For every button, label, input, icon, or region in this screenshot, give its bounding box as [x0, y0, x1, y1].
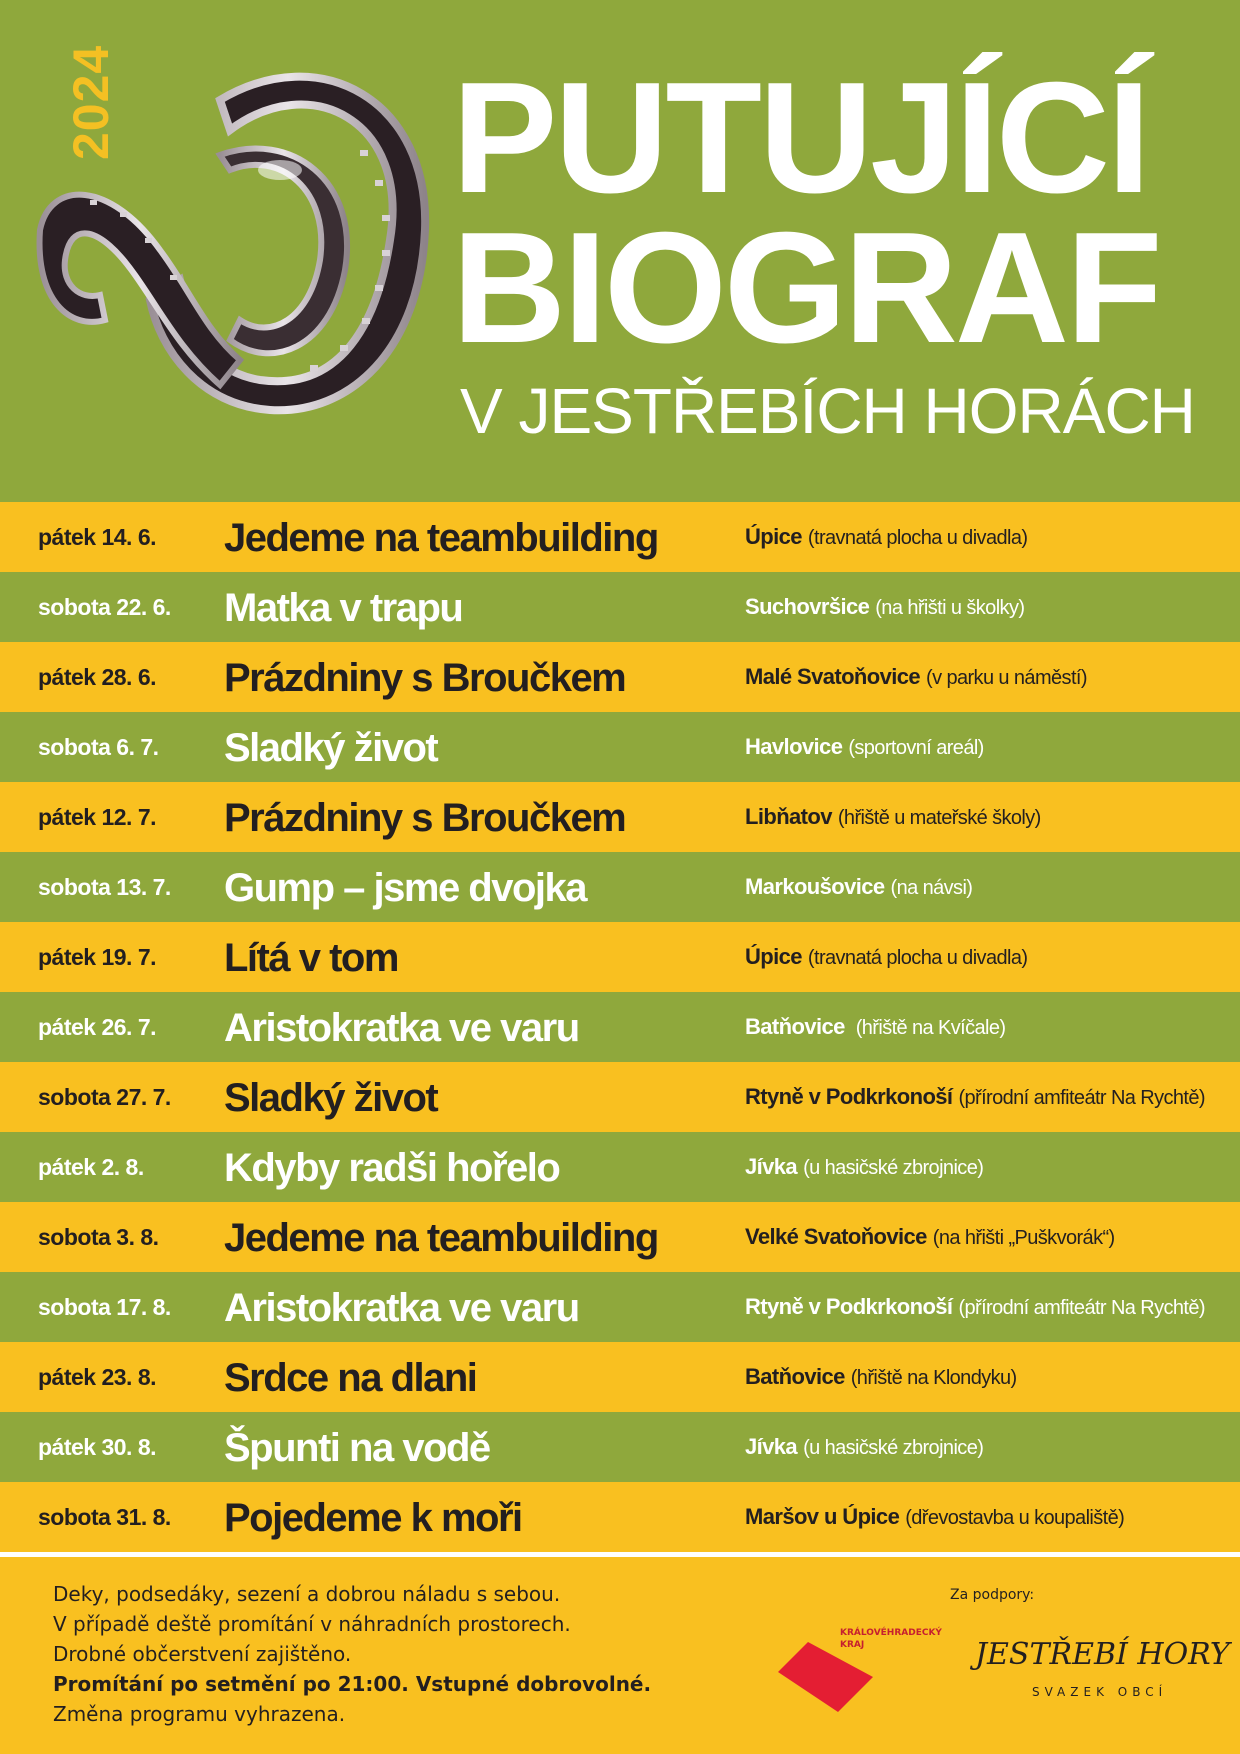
note-line: Drobné občerstvení zajištěno.: [53, 1642, 352, 1666]
venue: [745, 1342, 1017, 1412]
venue: [745, 922, 1027, 992]
venue-detail: (hřiště u mateřské školy): [837, 807, 1041, 829]
venue-detail: (sportovní areál): [848, 737, 984, 759]
venue-name: Úpice: [745, 944, 802, 969]
venue: [745, 572, 1024, 642]
venue: [745, 712, 984, 782]
venue-name: Rtyně v Podkrkonoší: [745, 1084, 953, 1109]
venue-detail: (u hasičské zbrojnice): [803, 1157, 984, 1179]
screening-date: pátek 14. 6.: [38, 524, 157, 550]
film-title: Aristokratka ve varu: [224, 1006, 579, 1050]
film-title: Kdyby radši hořelo: [224, 1146, 560, 1190]
schedule-row: [0, 502, 1240, 572]
subtitle: V JESTŘEBÍCH HORÁCH: [460, 375, 1195, 447]
schedule-row: [0, 992, 1240, 1062]
venue-name: Batňovice: [745, 1014, 845, 1039]
film-title: Jedeme na teambuilding: [224, 516, 658, 560]
screening-date: pátek 30. 8.: [38, 1434, 157, 1460]
schedule-row: [0, 1342, 1240, 1412]
venue: [745, 1132, 983, 1202]
schedule-row: [0, 782, 1240, 852]
notes: [53, 1579, 651, 1729]
venue-name: Havlovice: [745, 734, 843, 759]
title-line-1: PUTUJÍCÍ: [452, 50, 1148, 226]
venue-name: Libňatov: [745, 804, 832, 829]
jh-name: JESTŘEBÍ HORY: [975, 1637, 1230, 1672]
jestrebi-hory-logo: [970, 1629, 1230, 1719]
note-line: Změna programu vyhrazena.: [53, 1702, 346, 1726]
screening-date: sobota 31. 8.: [38, 1504, 171, 1530]
film-title: Pojedeme k moři: [224, 1496, 522, 1540]
schedule-row: [0, 1482, 1240, 1552]
venue: [745, 1202, 1115, 1272]
venue-name: Markoušovice: [745, 874, 885, 899]
footer: [0, 1557, 1240, 1754]
screening-date: sobota 22. 6.: [38, 594, 171, 620]
schedule-row: [0, 712, 1240, 782]
schedule-row: [0, 1202, 1240, 1272]
note-line-bold: Promítání po setmění po 21:00. Vstupné dobrovolné.: [53, 1672, 652, 1696]
screening-date: pátek 28. 6.: [38, 664, 157, 690]
screening-date: pátek 19. 7.: [38, 944, 157, 970]
year-label: 2024: [63, 44, 119, 160]
schedule-list: [0, 502, 1240, 1552]
venue: [745, 782, 1041, 852]
schedule-row: [0, 642, 1240, 712]
schedule-row: [0, 1062, 1240, 1132]
film-title: Sladký život: [224, 726, 438, 770]
venue: [745, 1272, 1205, 1342]
screening-date: sobota 13. 7.: [38, 874, 171, 900]
venue-name: Suchovršice: [745, 594, 870, 619]
venue-detail: (hřiště na Kvíčale): [850, 1017, 1006, 1039]
venue: [745, 502, 1027, 572]
venue-detail: (dřevostavba u koupaliště): [905, 1507, 1125, 1529]
venue-detail: (travnatá plocha u divadla): [807, 527, 1028, 549]
note-line: V případě deště promítání v náhradních prostorech.: [53, 1612, 571, 1636]
film-title: Jedeme na teambuilding: [224, 1216, 658, 1260]
screening-date: sobota 6. 7.: [38, 734, 159, 760]
kraj-line-1: KRÁLOVÉHRADECKÝ: [840, 1628, 942, 1638]
schedule-row: [0, 852, 1240, 922]
note-line: Deky, podsedáky, sezení a dobrou náladu s sebou.: [53, 1582, 561, 1606]
venue: [745, 852, 972, 922]
venue-detail: (na hřišti u školky): [875, 597, 1025, 619]
schedule-row: [0, 922, 1240, 992]
screening-date: pátek 26. 7.: [38, 1014, 157, 1040]
schedule-row: [0, 572, 1240, 642]
venue-name: Batňovice: [745, 1364, 845, 1389]
film-title: Aristokratka ve varu: [224, 1286, 579, 1330]
venue-name: Jívka: [745, 1434, 798, 1459]
kralovehradecky-kraj-logo: [778, 1627, 948, 1717]
film-title: Gump – jsme dvojka: [224, 866, 587, 910]
header: [0, 0, 1240, 502]
schedule-row: [0, 1412, 1240, 1482]
venue-name: Velké Svatoňovice: [745, 1224, 927, 1249]
film-title: Prázdniny s Broučkem: [224, 796, 626, 840]
schedule-row: [0, 1272, 1240, 1342]
jh-sub: SVAZEK OBCÍ: [1032, 1685, 1168, 1699]
film-title: Lítá v tom: [224, 936, 398, 980]
film-title: Srdce na dlani: [224, 1356, 477, 1400]
venue-detail: (v parku u náměstí): [926, 667, 1087, 689]
venue-detail: (na hřišti „Puškvorák“): [932, 1227, 1115, 1249]
venue: [745, 642, 1087, 712]
venue-name: Rtyně v Podkrkonoší: [745, 1294, 953, 1319]
support-label: Za podpory:: [950, 1587, 1035, 1603]
venue: [745, 1412, 983, 1482]
venue-name: Malé Svatoňovice: [745, 664, 921, 689]
film-reel-icon: [30, 60, 430, 430]
screening-date: sobota 3. 8.: [38, 1224, 159, 1250]
venue-name: Maršov u Úpice: [745, 1504, 900, 1529]
venue-name: Jívka: [745, 1154, 798, 1179]
film-title: Prázdniny s Broučkem: [224, 656, 626, 700]
venue-detail: (přírodní amfiteátr Na Rychtě): [958, 1087, 1205, 1109]
kraj-line-2: KRAJ: [840, 1640, 865, 1650]
venue-detail: (hřiště na Klondyku): [850, 1367, 1017, 1389]
venue: [745, 992, 1005, 1062]
screening-date: pátek 2. 8.: [38, 1154, 144, 1180]
venue: [745, 1062, 1205, 1132]
venue-detail: (přírodní amfiteátr Na Rychtě): [958, 1297, 1205, 1319]
venue: [745, 1482, 1124, 1552]
title-line-2: BIOGRAF: [452, 200, 1160, 376]
venue-detail: (u hasičské zbrojnice): [803, 1437, 984, 1459]
screening-date: pátek 23. 8.: [38, 1364, 157, 1390]
venue-detail: (travnatá plocha u divadla): [807, 947, 1028, 969]
screening-date: sobota 27. 7.: [38, 1084, 171, 1110]
venue-name: Úpice: [745, 524, 802, 549]
schedule-row: [0, 1132, 1240, 1202]
venue-detail: (na návsi): [890, 877, 973, 899]
screening-date: sobota 17. 8.: [38, 1294, 171, 1320]
film-title: Matka v trapu: [224, 586, 463, 630]
film-title: Sladký život: [224, 1076, 438, 1120]
screening-date: pátek 12. 7.: [38, 804, 157, 830]
film-title: Špunti na vodě: [224, 1426, 490, 1470]
